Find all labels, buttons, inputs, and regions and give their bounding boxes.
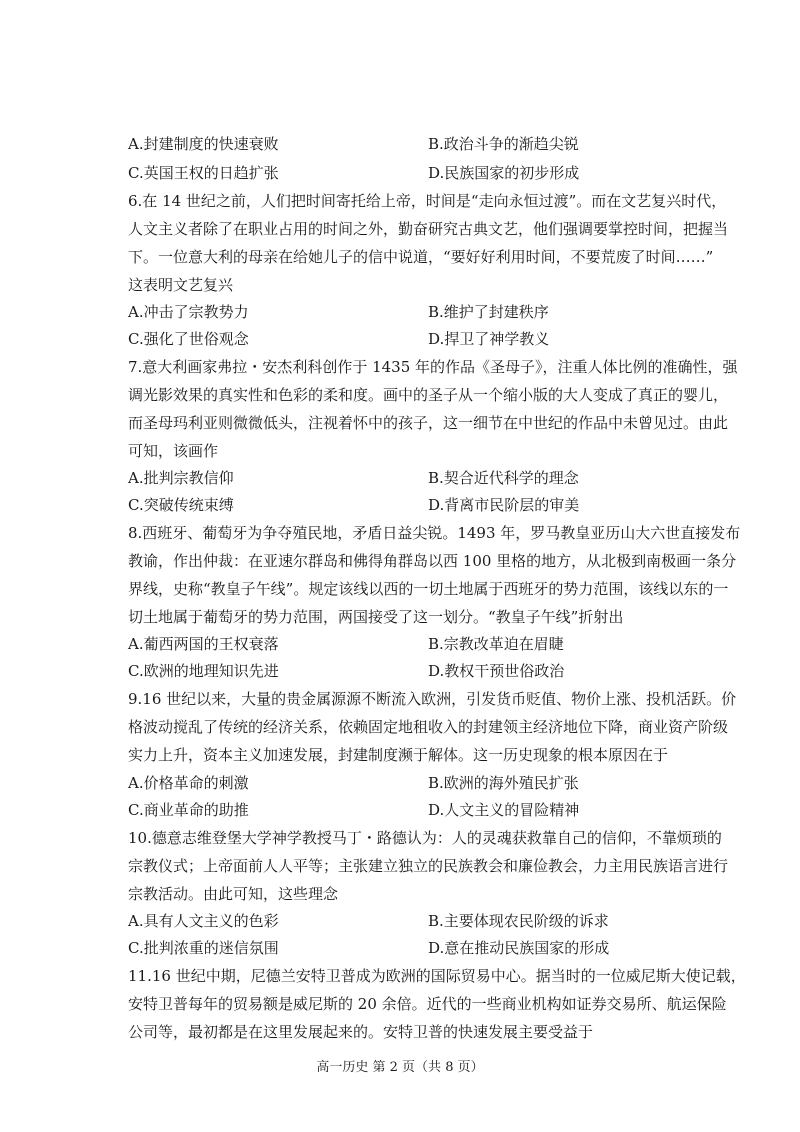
q9-stem-line: 9.16 世纪以来，大量的贵金属源源不断流入欧洲，引发货币贬值、物价上涨、投机活跃。价 xyxy=(128,690,737,708)
q5-option-d: D.民族国家的初步形成 xyxy=(428,164,580,182)
q7-stem-line: 调光影效果的真实性和色彩的柔和度。画中的圣子从一个缩小版的大人变成了真正的婴儿， xyxy=(128,386,729,404)
q6-option-a: A.冲击了宗教势力 xyxy=(128,303,249,321)
q8-option-c: C.欧洲的地理知识先进 xyxy=(128,662,279,680)
q6-stem-line: 这表明文艺复兴 xyxy=(128,276,234,294)
q5-option-b: B.政治斗争的渐趋尖锐 xyxy=(428,135,579,153)
q6-stem-line: 人文主义者除了在职业占用的时间之外，勤奋研究古典文艺，他们强调要掌控时间，把握当 xyxy=(128,220,729,238)
q8-stem-line: 切土地属于葡萄牙的势力范围，两国接受了这一划分。“教皇子午线”折射出 xyxy=(128,608,624,626)
q7-option-b: B.契合近代科学的理念 xyxy=(428,469,579,487)
q7-option-c: C.突破传统束缚 xyxy=(128,496,234,514)
q5-option-c: C.英国王权的日趋扩张 xyxy=(128,164,279,182)
q11-stem-line: 11.16 世纪中期，尼德兰安特卫普成为欧洲的国际贸易中心。据当时的一位威尼斯大使记载， xyxy=(128,967,746,985)
q7-stem-line: 可知，该画作 xyxy=(128,442,219,460)
q7-option-row-2 xyxy=(128,495,688,515)
q10-option-b: B.主要体现农民阶级的诉求 xyxy=(428,912,609,930)
q8-option-a: A.葡西两国的王权衰落 xyxy=(128,635,279,653)
q7-option-a: A.批判宗教信仰 xyxy=(128,469,234,487)
q5-option-a: A.封建制度的快速衰败 xyxy=(128,135,279,153)
q10-option-d: D.意在推动民族国家的形成 xyxy=(428,939,610,957)
q5-option-row-1 xyxy=(128,134,688,154)
q11-stem-line: 公司等，最初都是在这里发展起来的。安特卫普的快速发展主要受益于 xyxy=(128,1023,594,1041)
q8-option-d: D.教权干预世俗政治 xyxy=(428,662,565,680)
q5-option-row-2 xyxy=(128,163,688,183)
q8-stem-line: 8.西班牙、葡萄牙为争夺殖民地，矛盾日益尖锐。1493 年，罗马教皇亚历山大六世直接发布 xyxy=(128,524,741,542)
q8-stem-line: 界线，史称“教皇子午线”。规定该线以西的一切土地属于西班牙的势力范围，该线以东的一 xyxy=(128,580,729,598)
q6-option-row-1 xyxy=(128,302,688,322)
q9-option-row-1 xyxy=(128,773,688,793)
q10-stem-line: 宗教活动。由此可知，这些理念 xyxy=(128,885,339,903)
q7-stem-line: 7.意大利画家弗拉・安杰利科创作于 1435 年的作品《圣母子》，注重人体比例的准确性，强 xyxy=(128,358,738,376)
q8-option-row-2 xyxy=(128,661,688,681)
q8-option-b: B.宗教改革迫在眉睫 xyxy=(428,635,564,653)
q7-option-row-1 xyxy=(128,468,688,488)
q10-option-c: C.批判浓重的迷信氛围 xyxy=(128,939,279,957)
q9-option-d: D.人文主义的冒险精神 xyxy=(428,801,580,819)
q6-option-row-2 xyxy=(128,329,688,349)
q9-option-row-2 xyxy=(128,800,688,820)
page-footer: 高一历史 第 2 页（共 8 页） xyxy=(316,1060,484,1075)
q10-option-row-1 xyxy=(128,911,688,931)
q7-option-d: D.背离市民阶层的审美 xyxy=(428,496,580,514)
q6-stem-line: 下。一位意大利的母亲在给她儿子的信中说道，“要好好利用时间，不要荒废了时间……” xyxy=(128,248,714,266)
q8-stem-line: 教谕，作出仲裁：在亚速尔群岛和佛得角群岛以西 100 里格的地方，从北极到南极画一条分 xyxy=(128,552,737,570)
q11-stem-line: 安特卫普每年的贸易额是威尼斯的 20 余倍。近代的一些商业机构如证券交易所、航运保险 xyxy=(128,995,727,1013)
q10-stem-line: 10.德意志维登堡大学神学教授马丁・路德认为：人的灵魂获救靠自己的信仰，不靠烦琐的 xyxy=(128,829,722,847)
q10-option-row-2 xyxy=(128,938,688,958)
q9-option-b: B.欧洲的海外殖民扩张 xyxy=(428,774,579,792)
q6-option-d: D.捍卫了神学教义 xyxy=(428,330,550,348)
q6-option-b: B.维护了封建秩序 xyxy=(428,303,549,321)
q6-option-c: C.强化了世俗观念 xyxy=(128,330,249,348)
q9-stem-line: 实力上升，资本主义加速发展，封建制度濒于解体。这一历史现象的根本原因在于 xyxy=(128,746,669,764)
q9-option-c: C.商业革命的助推 xyxy=(128,801,249,819)
q9-option-a: A.价格革命的刺激 xyxy=(128,774,249,792)
q8-option-row-1 xyxy=(128,634,688,654)
q7-stem-line: 而圣母玛利亚则微微低头，注视着怀中的孩子，这一细节在中世纪的作品中未曾见过。由此 xyxy=(128,414,729,432)
q6-stem-line: 6.在 14 世纪之前，人们把时间寄托给上帝，时间是“走向永恒过渡”。而在文艺复兴时代， xyxy=(128,192,727,210)
q10-stem-line: 宗教仪式；上帝面前人人平等；主张建立独立的民族教会和廉俭教会，力主用民族语言进行 xyxy=(128,857,729,875)
q10-option-a: A.具有人文主义的色彩 xyxy=(128,912,279,930)
q9-stem-line: 格波动搅乱了传统的经济关系，依赖固定地租收入的封建领主经济地位下降，商业资产阶级 xyxy=(128,718,729,736)
